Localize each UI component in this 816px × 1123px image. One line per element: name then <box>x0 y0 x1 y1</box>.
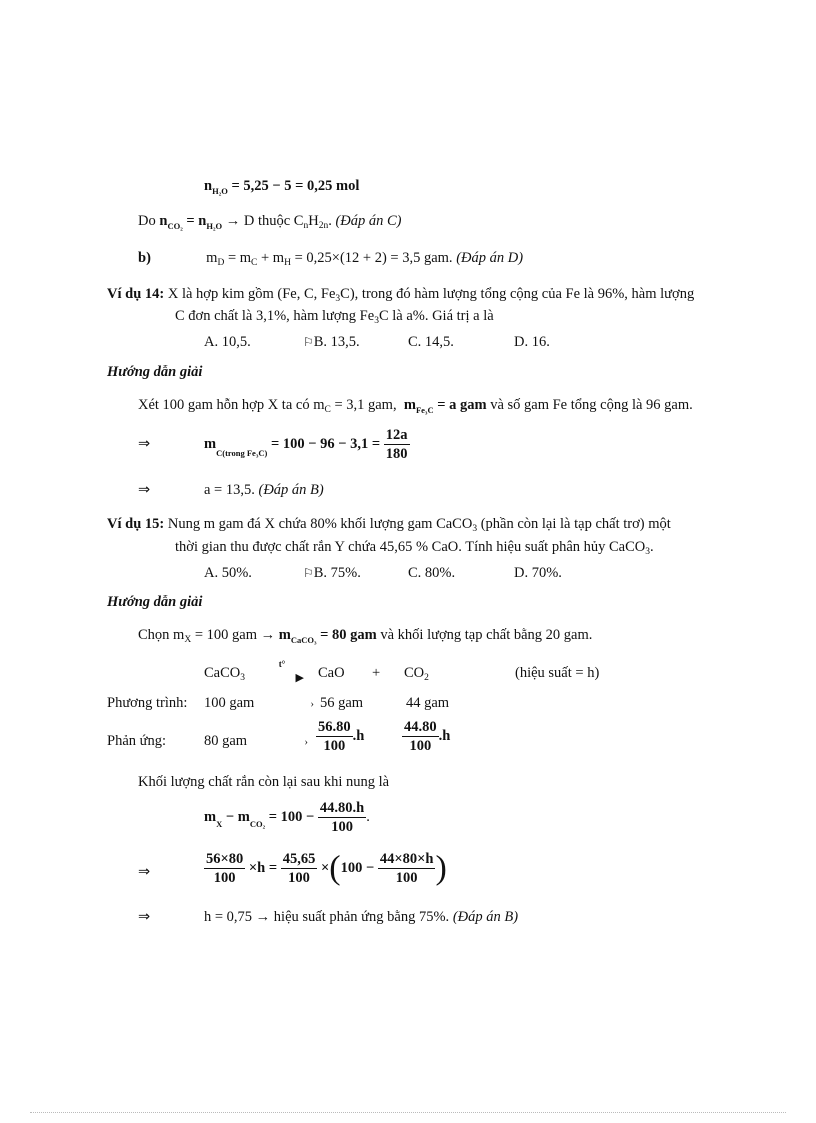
heading-solution-14: Hướng dẫn giải <box>107 364 203 380</box>
pt-44g: 44 gam <box>406 695 450 711</box>
pu-arrow: › <box>304 735 308 748</box>
s14-eq: $m_{C(trong Fe_3C)} = 100 - 96 - 3,1$ = $\frac{12a}{180}$ <box>204 427 408 462</box>
ex15-option-d: D. 70%. <box>514 565 562 581</box>
s14-result: a = 13,5. (Đáp án B) <box>204 482 324 498</box>
page-bottom-divider <box>30 1112 786 1113</box>
plus-sign: + <box>372 665 381 681</box>
ex15-option-a: A. 50%. <box>204 565 252 581</box>
pu-80g: 80 gam <box>204 733 248 749</box>
yield-note: (hiệu suất = h) <box>515 665 600 681</box>
s15-reaction: CaCO$_3$ <box>204 665 245 683</box>
ex15-option-c: C. 80%. <box>408 565 456 581</box>
eq-n-h2o: $n_{H_2O} = 5,25 - 5 = 0,25$ mol <box>204 178 360 196</box>
pt-arrow: › <box>310 697 314 710</box>
s14-implies-2: ⇒ <box>138 482 151 498</box>
s15-implies-2: ⇒ <box>138 909 151 925</box>
heat-arrow: t° ▶ <box>278 659 304 684</box>
s15-choose: Chọn $m_X = 100$ gam → $m_{CaCO_3} = 80$ gam và khối lượng tạp chất bằng 20 gam. <box>138 627 593 645</box>
eq-b: b) $m_D = m_C + m_H = 0,25\times(12 + 2) = 3,5$ gam. (Đáp án D) <box>138 250 524 268</box>
pt-label: Phương trình: <box>107 695 188 711</box>
eq-do: Do $n_{CO_2} = n_{H_2O} \to D$ thuộc $C_nH_{2n}$. (Đáp án C) <box>138 213 402 231</box>
s15-result: h = 0,75 → hiệu suất phản ứng bằng 75%. (Đáp án B) <box>204 909 519 925</box>
ex14-option-c: C. 14,5. <box>408 334 454 350</box>
ex14-line2: C đơn chất là 3,1%, hàm lượng $Fe_3C$ là a%. Giá trị a là <box>175 308 494 326</box>
ex14-option-d: D. 16. <box>514 334 550 350</box>
heading-solution-15: Hướng dẫn giải <box>107 594 203 610</box>
flag-icon: ⚐ <box>303 335 314 349</box>
product-co2: $CO_2$ <box>404 665 429 683</box>
pu-frac-co2: $\frac{44.80}{100}$ .h <box>404 719 451 754</box>
flag-icon: ⚐ <box>303 566 314 580</box>
product-cao: CaO <box>318 665 345 681</box>
pu-frac-cao: $\frac{56.80}{100}$ .h <box>318 719 365 754</box>
ex15-option-b: ⚐B. 75%. <box>303 565 361 581</box>
ex14-line1: Ví dụ 14: X là hợp kim gồm (Fe, C, $Fe_3C$), trong đó hàm lượng tổng cộng của Fe là 96%, hàm lượng <box>107 286 695 304</box>
s14-implies-1: ⇒ <box>138 436 151 452</box>
s15-mass-eq: $m_X - m_{CO_2} = 100$ − $\frac{44.80.h}{100}$ . <box>204 800 370 835</box>
ex14-option-a: A. 10,5. <box>204 334 251 350</box>
ex14-option-b: ⚐B. 13,5. <box>303 334 360 350</box>
s15-mass-text: Khối lượng chất rắn còn lại sau khi nung là <box>138 774 390 790</box>
ex15-line1: Ví dụ 15: Nung m gam đá X chứa 80% khối lượng gam CaCO$_3$ (phần còn lại là tạp chất trơ) một <box>107 516 671 534</box>
pt-100g: 100 gam <box>204 695 255 711</box>
ex15-line2: thời gian thu được chất rắn Y chứa 45,65 % CaO. Tính hiệu suất phân hủy CaCO$_3$. <box>175 539 654 557</box>
pu-label: Phản ứng: <box>107 733 167 749</box>
s15-implies-1: ⇒ <box>138 864 151 880</box>
s15-yield-eq: $\frac{56\times 80}{100}$ ×h = $\frac{45,65}{100}$ ×(100 − $\frac{44\times 80\times h}{100}$ ) <box>206 849 447 887</box>
s14-line1: Xét 100 gam hỗn hợp X ta có $m_C = 3,1$ gam, $m_{Fe_3C} = a$ gam và số gam Fe tổng cộng là 96 gam. <box>138 397 693 415</box>
pt-56g: 56 gam <box>320 695 364 711</box>
